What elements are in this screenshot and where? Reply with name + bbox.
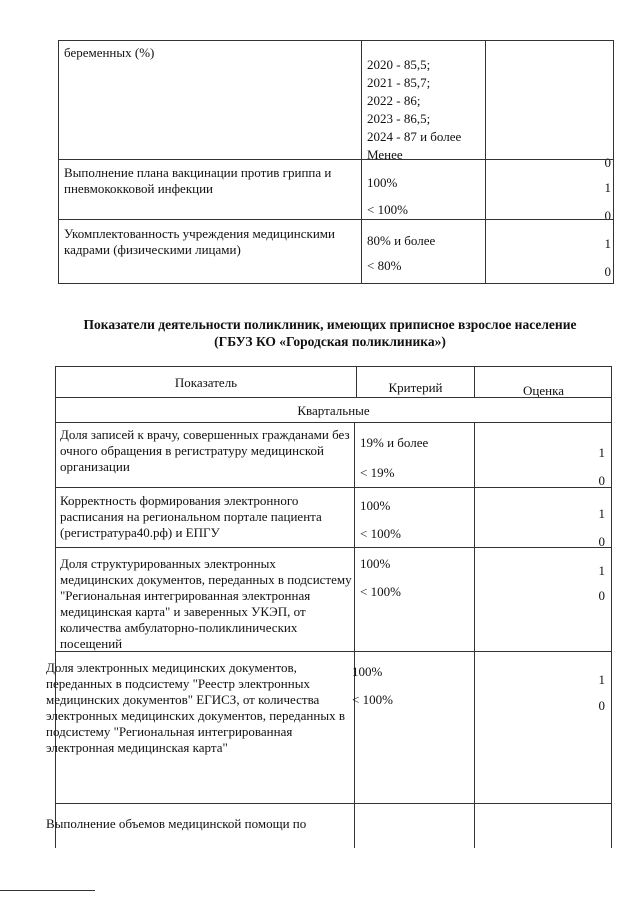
header-score: Оценка [523,383,564,398]
indicator-cell: Корректность формирования электронного расписания на региональном портале пациента (регистратура40.рф) и ЕПГУ [60,493,322,540]
score-cell: 0 [604,208,611,223]
table-header-row [56,367,611,397]
table-row [46,803,611,850]
top-table [58,40,614,284]
score-cell: 1 [598,563,605,578]
main-table [46,366,612,848]
table-row [56,487,611,548]
score-cell: 0 [598,588,605,603]
criteria-cell: < 100% [360,526,401,541]
score-cell: 0 [598,698,605,713]
indicator-cell: Доля электронных медицинских документов, переданных в подсистему "Реестр электронных медицинских документов" ЕГИСЗ, от количества электронных медицинских документов, переданных в подсистему "Региональная интегрированная электронная медицинская карта" [46,660,345,755]
criteria-cell: 100% [360,498,391,513]
criteria-cell: Менее [367,147,403,162]
table-row [56,422,611,488]
criteria-cell: 100% [360,556,391,571]
indicator-cell: Выполнение плана вакцинации против гриппа и пневмококковой инфекции [64,165,332,196]
criteria-cell: < 100% [352,692,393,707]
criteria-cell: 19% и более [360,435,429,450]
table-row [59,219,613,284]
table-row [59,41,613,170]
score-cell: 0 [598,473,605,488]
score-cell: 0 [604,264,611,279]
criteria-cell: < 100% [360,584,401,599]
indicator-cell: беременных (%) [64,45,155,60]
group-row [56,397,611,423]
score-cell: 0 [604,155,611,170]
score-cell: 1 [598,506,605,521]
indicator-cell: Укомплектованность учреждения медицинскими кадрами (физическими лицами) [64,226,335,257]
group-label: Квартальные [297,403,370,418]
indicator-cell: Доля структурированных электронных медицинских документов, переданных в подсистему "Региональная интегрированная электронная медицинская карта" и заверенных УКЭП, от количества амбулаторно-поликлинических посещений [60,556,352,651]
section-title: Показатели деятельности поликлиник, имеющих приписное взрослое население (ГБУЗ КО «Городская поликлиника») [83,317,577,349]
criteria-cell: < 19% [360,465,395,480]
score-cell: 1 [598,672,605,687]
criteria-cell: 100% [367,175,398,190]
indicator-cell: Выполнение объемов медицинской помощи по [46,816,307,831]
score-cell: 1 [598,445,605,460]
footnote-separator [0,890,95,891]
score-cell: 0 [598,534,605,549]
table-row [56,547,611,652]
score-cell: 1 [604,180,611,195]
table-row [46,651,611,804]
criteria-cell: 80% и более [367,233,436,248]
indicator-cell: Доля записей к врачу, совершенных гражданами без очного обращения в регистратуру медицинской организации [60,427,350,474]
table-row [59,159,613,223]
score-cell: 1 [604,236,611,251]
criteria-cell: 100% [352,664,383,679]
criteria-cell: < 80% [367,258,402,273]
header-criteria: Критерий [388,380,443,395]
criteria-cell: < 100% [367,202,408,217]
criteria-cell: 2020 - 85,5; 2021 - 85,7; 2022 - 86; 2023 - 86,5; 2024 - 87 и более [367,57,462,144]
header-indicator: Показатель [174,375,238,390]
